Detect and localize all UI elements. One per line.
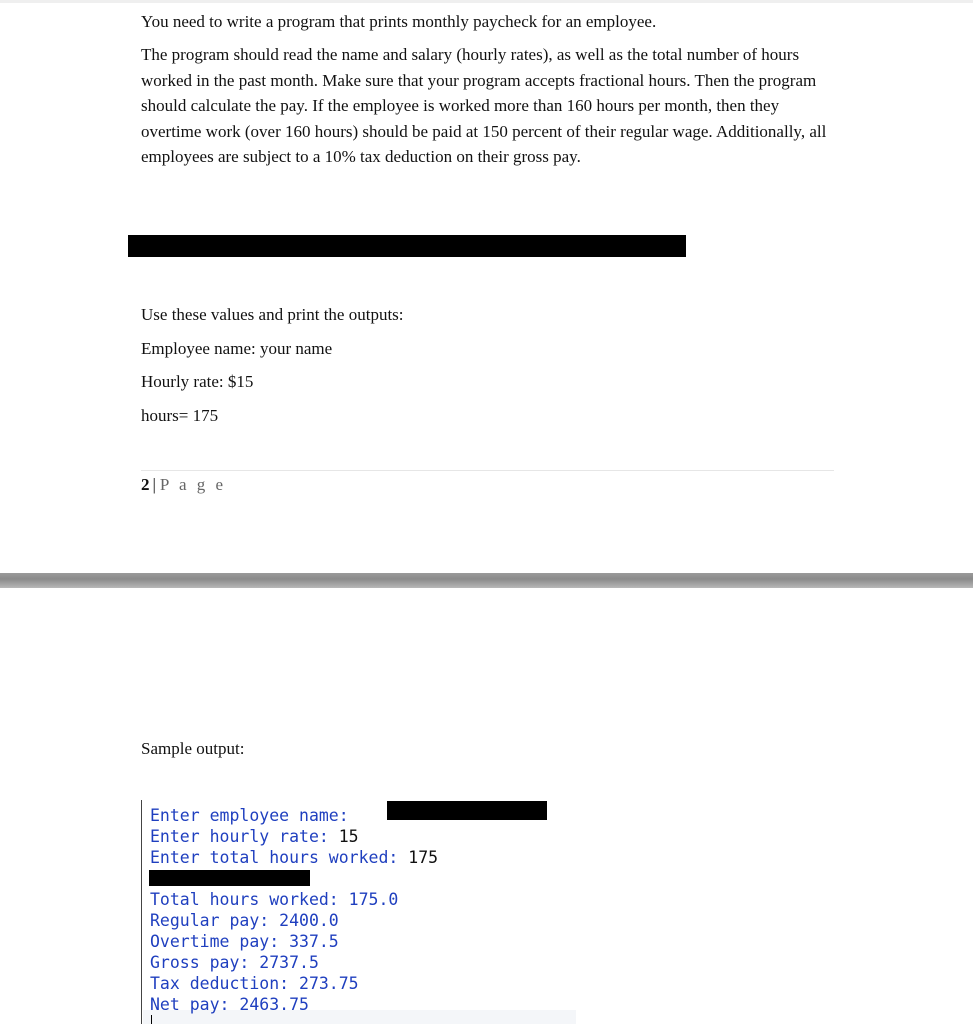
tax-deduction-output: Tax deduction: 273.75 xyxy=(150,974,359,993)
console-prompt-rate xyxy=(150,826,359,847)
net-pay-output: Net pay: 2463.75 xyxy=(150,995,309,1014)
redacted-employee-name xyxy=(387,801,547,820)
console-prompt-name xyxy=(150,805,359,826)
redacted-code-line xyxy=(128,235,686,257)
footer-rule xyxy=(141,470,834,471)
console-output xyxy=(141,800,576,1024)
page-footer xyxy=(141,474,226,496)
total-hours-output: Total hours worked: 175.0 xyxy=(150,890,399,909)
regular-pay-output: Regular pay: 2400.0 xyxy=(150,911,339,930)
description-paragraph: The program should read the name and salary (hourly rates), as well as the total number of hours worked in the past month. Make sure that your program accepts fractional hours. Then the program should calculate the pay. If the employee is worked more than 160 hours per month, then they overtime work (over 160 hours) should be paid at 150 percent of their regular wage. Additionally, all employees are subject to a 10% tax deduction on their gross pay. xyxy=(141,45,827,166)
page-word: P a g e xyxy=(159,475,227,494)
hours-value: 175 xyxy=(408,848,439,867)
prompt-name-text: Enter employee name: xyxy=(150,806,359,825)
page-number: 2 xyxy=(141,475,150,494)
rate-value: 15 xyxy=(338,827,359,846)
console-prompt-hours xyxy=(150,847,438,868)
gross-pay-output: Gross pay: 2737.5 xyxy=(150,953,319,972)
hours-line: hours= 175 xyxy=(141,406,219,425)
top-rule xyxy=(0,0,973,3)
overtime-pay-output: Overtime pay: 337.5 xyxy=(150,932,339,951)
employee-name-line: Employee name: your name xyxy=(141,339,333,358)
hourly-rate-line: Hourly rate: $15 xyxy=(141,372,254,391)
use-values-line: Use these values and print the outputs: xyxy=(141,305,404,324)
text-cursor xyxy=(151,1015,152,1024)
sample-output-label: Sample output: xyxy=(141,739,245,758)
intro-paragraph: You need to write a program that prints monthly paycheck for an employee. xyxy=(141,12,657,31)
prompt-hours-text: Enter total hours worked: xyxy=(150,848,409,867)
redacted-output-line xyxy=(149,870,310,886)
prompt-rate-text: Enter hourly rate: xyxy=(150,827,339,846)
page-break xyxy=(0,573,973,588)
footer-separator: | xyxy=(152,475,156,494)
